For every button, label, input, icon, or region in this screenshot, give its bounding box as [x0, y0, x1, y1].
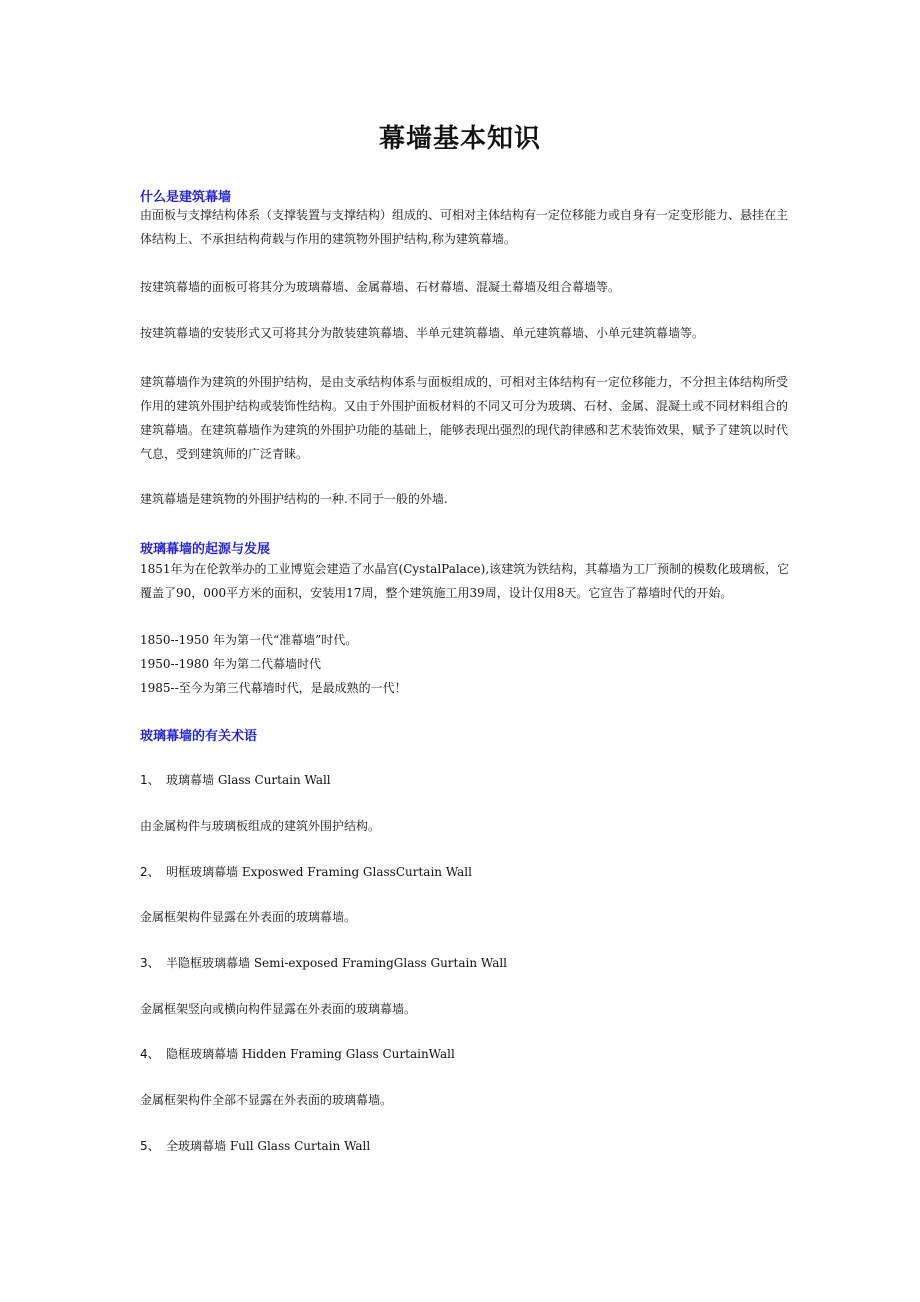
- term-definition: 金属框架构件显露在外表面的玻璃幕墙。: [140, 910, 357, 924]
- section-heading-terms: 玻璃幕墙的有关术语: [140, 729, 258, 744]
- era-line: 1950--1980 年为第二代幕墙时代: [140, 657, 322, 671]
- term-name: 明框玻璃幕墙 Exposwed Framing GlassCurtain Wall: [166, 865, 472, 879]
- page-title: 幕墙基本知识: [378, 124, 541, 154]
- term-number: 4、: [140, 1047, 160, 1061]
- term-number: 3、: [140, 956, 160, 970]
- paragraph: 建筑幕墙是建筑物的外围护结构的一种.不同于一般的外墙.: [140, 492, 448, 506]
- term-number: 5、: [140, 1139, 160, 1153]
- paragraph: 按建筑幕墙的安装形式又可将其分为散装建筑幕墙、半单元建筑幕墙、单元建筑幕墙、小单元建筑幕墙等。: [140, 326, 705, 340]
- paragraph: 建筑幕墙作为建筑的外围护结构，是由支承结构体系与面板组成的，可相对主体结构有一定位移能力，不分担主体结构所受作用的建筑外围护结构或装饰性结构。又由于外围护面板材料的不同又可分为玻璃、石材、金属、混凝土或不同材料组合的建筑幕墙。在建筑幕墙作为建筑的外围护功能的基础上，能够表现出强烈的现代韵律感和艺术装饰效果，赋予了建筑以时代气息，受到建筑师的广泛青睐。: [140, 375, 789, 461]
- term-number: 2、: [140, 865, 160, 879]
- term-definition: 金属框架构件全部不显露在外表面的玻璃幕墙。: [140, 1093, 393, 1107]
- term-item: [140, 863, 472, 880]
- paragraph: 按建筑幕墙的面板可将其分为玻璃幕墙、金属幕墙、石材幕墙、混凝土幕墙及组合幕墙等。: [140, 280, 621, 294]
- era-line: 1850--1950 年为第一代“准幕墙”时代。: [140, 633, 358, 647]
- term-definition: 由金属构件与玻璃板组成的建筑外围护结构。: [140, 819, 381, 833]
- term-name: 隐框玻璃幕墙 Hidden Framing Glass CurtainWall: [166, 1047, 455, 1061]
- term-item: [140, 1045, 455, 1062]
- paragraph: 由面板与支撑结构体系（支撑装置与支撑结构）组成的、可相对主体结构有一定位移能力或自身有一定变形能力、悬挂在主体结构上、不承担结构荷载与作用的建筑物外围护结构,称为建筑幕墙。: [140, 208, 789, 246]
- term-definition: 金属框架竖向或横向构件显露在外表面的玻璃幕墙。: [140, 1002, 417, 1016]
- term-name: 玻璃幕墙 Glass Curtain Wall: [166, 773, 331, 787]
- term-item: [140, 771, 331, 788]
- era-line: 1985--至今为第三代幕墙时代，是最成熟的一代！: [140, 681, 407, 695]
- term-item: [140, 1137, 370, 1154]
- section-heading-what-is: 什么是建筑幕墙: [140, 190, 232, 205]
- paragraph: 1851年为在伦敦举办的工业博览会建造了水晶宫(CystalPalace),该建筑为铁结构，其幕墙为工厂预制的模数化玻璃板，它覆盖了90，000平方米的面积，安装用17周，整个建筑施工用39周，设计仅用8天。它宣告了幕墙时代的开始。: [140, 562, 790, 600]
- term-name: 半隐框玻璃幕墙 Semi-exposed FramingGlass Gurtain Wall: [166, 956, 508, 970]
- term-number: 1、: [140, 773, 160, 787]
- section-heading-origin: 玻璃幕墙的起源与发展: [140, 542, 271, 557]
- term-item: [140, 954, 507, 971]
- term-name: 全玻璃幕墙 Full Glass Curtain Wall: [166, 1139, 371, 1153]
